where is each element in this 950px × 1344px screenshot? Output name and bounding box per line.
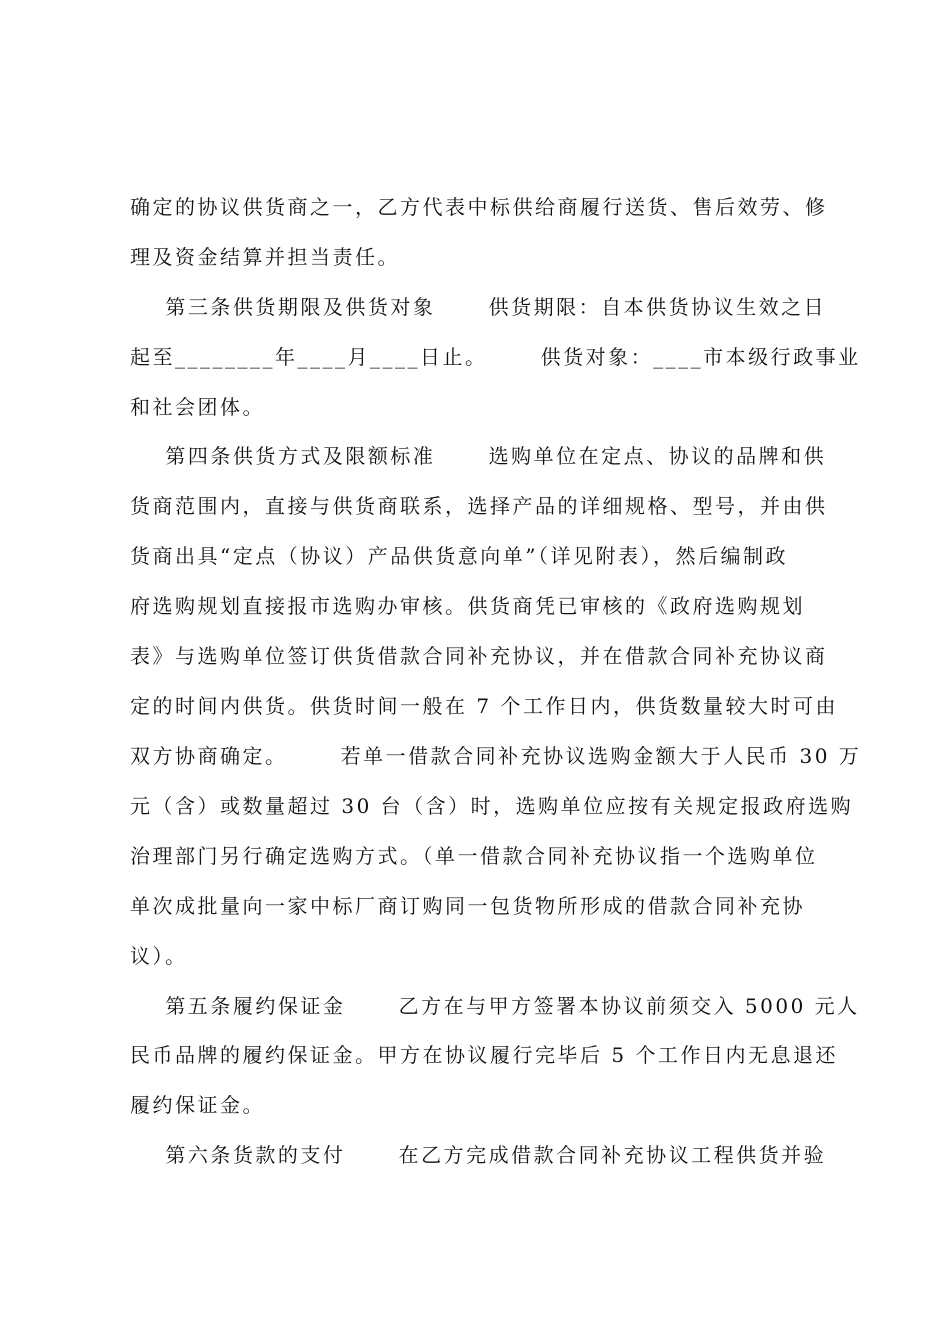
text-line: 双方协商确定。 若单一借款合同补充协议选购金额大于人民币 30 万 (130, 744, 862, 768)
text-line: 货商出具“定点（协议）产品供货意向单”（详见附表），然后编制政 (130, 544, 788, 568)
text-line: 定的时间内供货。供货时间一般在 7 个工作日内，供货数量较大时可由 (130, 694, 838, 718)
text-line: 货商范围内，直接与供货商联系，选择产品的详细规格、型号，并由供 (130, 494, 828, 518)
text-line: 确定的协议供货商之一，乙方代表中标供给商履行送货、售后效劳、修 (130, 195, 828, 219)
text-line: 理及资金结算并担当责任。 (130, 245, 400, 269)
text-line: 府选购规划直接报市选购办审核。供货商凭已审核的《政府选购规划 (130, 594, 805, 618)
text-line: 民币品牌的履约保证金。甲方在协议履行完毕后 5 个工作日内无息退还 (130, 1043, 838, 1067)
text-line: 和社会团体。 (130, 395, 265, 419)
text-line: 起至________年____月____日止。 供货对象：____市本级行政事业 (130, 345, 861, 369)
text-line: 第六条货款的支付 在乙方完成借款合同补充协议工程供货并验 (130, 1143, 827, 1167)
text-line: 单次成批量向一家中标厂商订购同一包货物所形成的借款合同补充协 (130, 894, 805, 918)
text-line: 元（含）或数量超过 30 台（含）时，选购单位应按有关规定报政府选购 (130, 794, 854, 818)
text-line: 第三条供货期限及供货对象 供货期限：自本供货协议生效之日 (130, 295, 827, 319)
text-line: 第五条履约保证金 乙方在与甲方签署本协议前须交入 5000 元人 (130, 994, 860, 1018)
text-line: 表》与选购单位签订供货借款合同补充协议，并在借款合同补充协议商 (130, 644, 828, 668)
text-line: 议）。 (130, 944, 188, 968)
text-line: 第四条供货方式及限额标准 选购单位在定点、协议的品牌和供 (130, 444, 827, 468)
text-line: 治理部门另行确定选购方式。（单一借款合同补充协议指一个选购单位 (130, 844, 818, 868)
text-line: 履约保证金。 (130, 1093, 265, 1117)
